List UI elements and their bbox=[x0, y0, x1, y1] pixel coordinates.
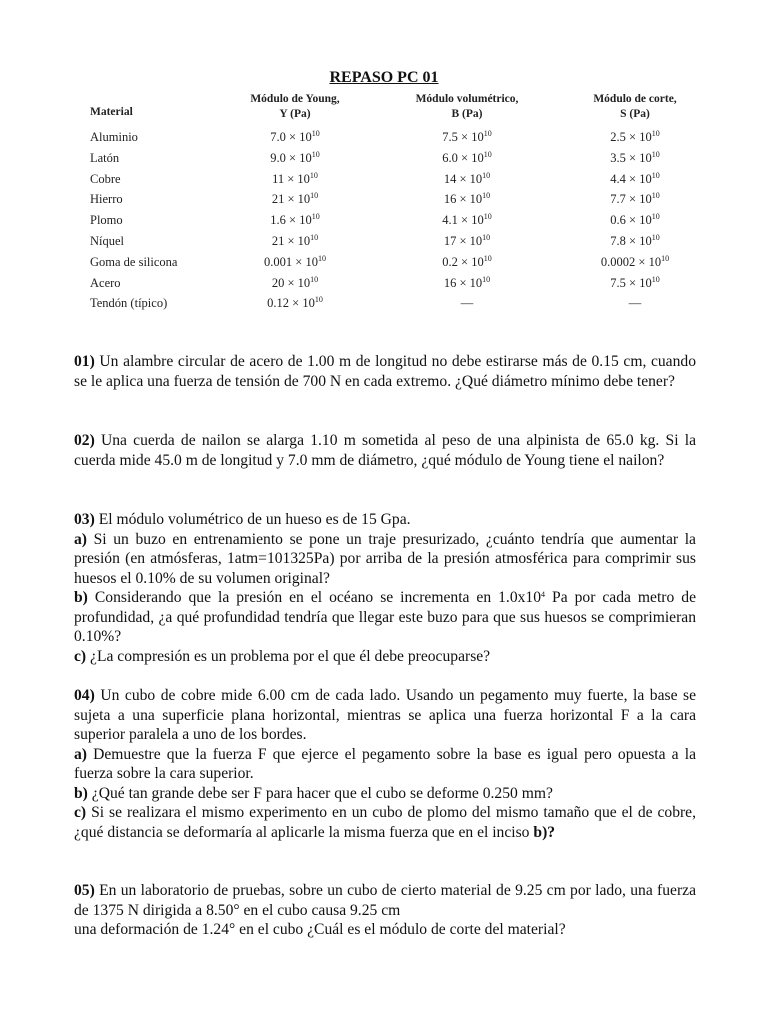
table-row bbox=[0, 192, 768, 213]
shear-modulus-cell-value: 0.6 × 10 bbox=[610, 213, 652, 228]
problem-02 bbox=[74, 431, 696, 470]
problem-03-intro: El módulo volumétrico de un hueso es de 15 Gpa. bbox=[98, 511, 411, 528]
material-cell-value: Acero bbox=[90, 275, 121, 290]
material-cell-value: Tendón (típico) bbox=[90, 296, 168, 311]
young-modulus-cell-exponent: 10 bbox=[309, 170, 318, 180]
bulk-modulus-cell-exponent: 10 bbox=[482, 191, 491, 201]
young-modulus-cell bbox=[230, 255, 360, 270]
header-bulk bbox=[392, 92, 542, 122]
problem-03-b-exponent: 4 bbox=[541, 590, 546, 599]
problem-05-text-1: En un laboratorio de pruebas, sobre un cubo de cierto material de 9.25 cm por lado, una fuerza de 1375 N dirigida a 8.50° en el cubo causa 9.25 cm bbox=[74, 882, 696, 919]
shear-modulus-cell bbox=[570, 234, 700, 249]
material-cell-value: Níquel bbox=[90, 234, 125, 248]
problem-01-number: 01) bbox=[74, 353, 95, 370]
young-modulus-cell-exponent: 10 bbox=[311, 212, 320, 222]
shear-modulus-cell-exponent: 10 bbox=[651, 212, 660, 222]
shear-modulus-cell-value: 0.0002 × 10 bbox=[600, 254, 662, 269]
bulk-modulus-cell-value: 0.2 × 10 bbox=[442, 254, 484, 269]
problem-03-a-text: Si un buzo en entrenamiento se pone un traje presurizado, ¿cuánto tendría que aumentar la presión (en atmósferas, 1atm=101325Pa) por arriba de la presión atmosférica para comprimir sus huesos el 0.10% de su volumen original? bbox=[74, 530, 696, 587]
shear-modulus-cell-exponent: 10 bbox=[661, 253, 670, 263]
young-modulus-cell-value: 9.0 × 10 bbox=[270, 150, 312, 165]
young-modulus-cell bbox=[230, 296, 360, 311]
header-shear bbox=[565, 92, 705, 122]
problem-04 bbox=[74, 686, 696, 842]
problem-04-b-text: ¿Qué tan grande debe ser F para hacer que el cubo se deforme 0.250 mm? bbox=[91, 784, 553, 802]
young-modulus-cell bbox=[230, 172, 360, 187]
shear-modulus-cell bbox=[570, 276, 700, 291]
young-modulus-cell-value: 0.12 × 10 bbox=[267, 296, 315, 311]
shear-modulus-cell bbox=[570, 151, 700, 166]
bulk-modulus-cell-exponent: 10 bbox=[482, 170, 491, 180]
problem-04-b-label: b) bbox=[74, 784, 88, 802]
material-cell bbox=[90, 276, 121, 291]
problem-03 bbox=[74, 510, 696, 666]
young-modulus-cell-value: 11 × 10 bbox=[272, 171, 310, 186]
material-cell-value: Latón bbox=[90, 150, 120, 165]
table-row bbox=[0, 255, 768, 276]
young-modulus-cell-value: 1.6 × 10 bbox=[270, 213, 312, 228]
header-young-line2: Y (Pa) bbox=[279, 108, 311, 120]
bulk-modulus-cell bbox=[402, 130, 532, 145]
young-modulus-cell-value: 21 × 10 bbox=[271, 192, 311, 207]
shear-modulus-cell-value: 2.5 × 10 bbox=[610, 130, 652, 144]
bulk-modulus-cell-value: — bbox=[460, 296, 474, 311]
young-modulus-cell bbox=[230, 234, 360, 249]
page-title: REPASO PC 01 bbox=[329, 69, 439, 86]
problem-03-a-label: a) bbox=[74, 530, 87, 548]
table-row bbox=[0, 172, 768, 193]
header-young-line1: Módulo de Young, bbox=[250, 93, 340, 105]
problem-04-c-text: Si se realizara el mismo experimento en un cubo de plomo del mismo tamaño que el de cobre, ¿qué distancia se deformaría al aplicarle la misma fuerza que en el inciso bbox=[74, 804, 697, 841]
material-cell-value: Aluminio bbox=[90, 130, 138, 144]
bulk-modulus-cell bbox=[402, 213, 532, 228]
shear-modulus-cell-exponent: 10 bbox=[651, 149, 660, 159]
bulk-modulus-cell-value: 4.1 × 10 bbox=[442, 213, 484, 228]
shear-modulus-cell bbox=[570, 296, 700, 311]
bulk-modulus-cell-exponent: 10 bbox=[483, 129, 492, 138]
bulk-modulus-cell-value: 14 × 10 bbox=[443, 171, 483, 186]
bulk-modulus-cell bbox=[402, 255, 532, 270]
bulk-modulus-cell-exponent: 10 bbox=[483, 149, 492, 159]
shear-modulus-cell-exponent: 10 bbox=[651, 129, 660, 138]
problem-02-text: Una cuerda de nailon se alarga 1.10 m sometida al peso de una alpinista de 65.0 kg. Si la cuerda mide 45.0 m de longitud y 7.0 mm de diámetro, ¿qué módulo de Young tiene el nailon? bbox=[74, 432, 696, 469]
young-modulus-cell-value: 21 × 10 bbox=[271, 234, 311, 248]
bulk-modulus-cell bbox=[402, 192, 532, 207]
material-cell bbox=[90, 130, 138, 145]
problem-05-number: 05) bbox=[74, 882, 95, 899]
young-modulus-cell-value: 20 × 10 bbox=[271, 275, 311, 290]
shear-modulus-cell-exponent: 10 bbox=[651, 191, 660, 201]
problem-03-c-text: ¿La compresión es un problema por el que él debe preocuparse? bbox=[90, 647, 491, 665]
problem-03-b-text-2: Pa por cada metro de profundidad, ¿a qué profundidad tendría que llegar este buzo para que sus huesos se comprimieran 0.10%? bbox=[74, 589, 696, 645]
shear-modulus-cell-exponent: 10 bbox=[651, 233, 660, 242]
material-cell bbox=[90, 213, 123, 228]
problem-02-number: 02) bbox=[74, 432, 95, 449]
shear-modulus-cell-exponent: 10 bbox=[651, 170, 660, 180]
shear-modulus-cell bbox=[570, 130, 700, 145]
bulk-modulus-cell-exponent: 10 bbox=[483, 212, 492, 222]
shear-modulus-cell-value: 4.4 × 10 bbox=[610, 171, 652, 186]
material-cell-value: Goma de silicona bbox=[90, 254, 178, 269]
header-shear-line2: S (Pa) bbox=[620, 108, 650, 120]
young-modulus-cell-exponent: 10 bbox=[317, 253, 326, 263]
header-shear-line1: Módulo de corte, bbox=[593, 93, 677, 105]
bulk-modulus-cell bbox=[402, 296, 532, 311]
bulk-modulus-cell bbox=[402, 234, 532, 249]
header-bulk-line1: Módulo volumétrico, bbox=[415, 93, 519, 105]
bulk-modulus-cell-value: 7.5 × 10 bbox=[442, 130, 484, 144]
problem-03-c-label: c) bbox=[74, 647, 87, 665]
young-modulus-cell-value: 0.001 × 10 bbox=[264, 254, 318, 269]
bulk-modulus-cell-exponent: 10 bbox=[482, 233, 491, 242]
shear-modulus-cell bbox=[570, 172, 700, 187]
young-modulus-cell bbox=[230, 151, 360, 166]
header-bulk-line2: B (Pa) bbox=[451, 108, 483, 120]
young-modulus-cell bbox=[230, 276, 360, 291]
problem-05-text-2: una deformación de 1.24° en el cubo ¿Cuál es el módulo de corte del material? bbox=[74, 921, 566, 938]
young-modulus-cell bbox=[230, 213, 360, 228]
problem-04-a-text: Demuestre que la fuerza F que ejerce el pegamento sobre la base es igual pero opuesta a la fuerza sobre la cara superior. bbox=[74, 745, 696, 782]
shear-modulus-cell bbox=[570, 192, 700, 207]
table-row bbox=[0, 276, 768, 297]
shear-modulus-cell-exponent: 10 bbox=[651, 274, 660, 284]
young-modulus-cell-exponent: 10 bbox=[311, 149, 320, 159]
problem-04-a-label: a) bbox=[74, 745, 87, 763]
material-cell-value: Cobre bbox=[90, 171, 121, 186]
material-cell bbox=[90, 296, 167, 311]
problem-04-c-label: c) bbox=[74, 804, 87, 821]
material-cell-value: Hierro bbox=[90, 192, 123, 207]
problem-04-c-reference: b)? bbox=[533, 823, 556, 841]
material-cell-value: Plomo bbox=[90, 213, 123, 228]
material-cell bbox=[90, 234, 124, 249]
table-row bbox=[0, 213, 768, 234]
bulk-modulus-cell-value: 16 × 10 bbox=[443, 192, 483, 207]
young-modulus-cell-value: 7.0 × 10 bbox=[270, 130, 312, 144]
table-row bbox=[0, 296, 768, 317]
table-row bbox=[0, 234, 768, 255]
bulk-modulus-cell-exponent: 10 bbox=[483, 253, 492, 263]
young-modulus-cell bbox=[230, 130, 360, 145]
header-young bbox=[225, 92, 365, 122]
shear-modulus-cell-value: 7.7 × 10 bbox=[610, 192, 652, 207]
bulk-modulus-cell-exponent: 10 bbox=[482, 274, 491, 284]
shear-modulus-cell-value: 3.5 × 10 bbox=[610, 150, 652, 165]
bulk-modulus-cell-value: 16 × 10 bbox=[443, 275, 483, 290]
problem-04-intro: Un cubo de cobre mide 6.00 cm de cada lado. Usando un pegamento muy fuerte, la base se sujeta a una superficie plana horizontal, mientras se aplica una fuerza horizontal F a la cara superior paralela a uno de los bordes. bbox=[74, 687, 696, 743]
table-row bbox=[0, 130, 768, 151]
problem-04-number: 04) bbox=[74, 687, 95, 704]
problem-03-b-text-1: Considerando que la presión en el océano se incrementa en 1.0x10 bbox=[94, 589, 542, 606]
bulk-modulus-cell bbox=[402, 276, 532, 291]
problem-05 bbox=[74, 881, 696, 940]
material-cell bbox=[90, 255, 177, 270]
young-modulus-cell-exponent: 10 bbox=[310, 274, 319, 284]
shear-modulus-cell-value: 7.5 × 10 bbox=[610, 275, 652, 290]
shear-modulus-cell-value: 7.8 × 10 bbox=[610, 234, 652, 248]
young-modulus-cell bbox=[230, 192, 360, 207]
bulk-modulus-cell-value: 6.0 × 10 bbox=[442, 150, 484, 165]
table-row bbox=[0, 151, 768, 172]
problem-03-b-label: b) bbox=[74, 589, 88, 606]
bulk-modulus-cell bbox=[402, 172, 532, 187]
shear-modulus-cell bbox=[570, 255, 700, 270]
young-modulus-cell-exponent: 10 bbox=[310, 191, 319, 201]
problem-01-text: Un alambre circular de acero de 1.00 m de longitud no debe estirarse más de 0.15 cm, cuando se le aplica una fuerza de tensión de 700 N en cada extremo. ¿Qué diámetro mínimo debe tener? bbox=[74, 353, 696, 390]
young-modulus-cell-exponent: 10 bbox=[314, 295, 323, 305]
material-cell bbox=[90, 192, 123, 207]
material-cell bbox=[90, 172, 121, 187]
young-modulus-cell-exponent: 10 bbox=[311, 129, 320, 138]
problem-03-number: 03) bbox=[74, 511, 95, 528]
shear-modulus-cell bbox=[570, 213, 700, 228]
problem-01 bbox=[74, 352, 696, 391]
shear-modulus-cell-value: — bbox=[628, 296, 642, 311]
bulk-modulus-cell bbox=[402, 151, 532, 166]
header-material: Material bbox=[90, 106, 133, 118]
material-cell bbox=[90, 151, 119, 166]
bulk-modulus-cell-value: 17 × 10 bbox=[443, 234, 483, 248]
young-modulus-cell-exponent: 10 bbox=[310, 233, 319, 242]
